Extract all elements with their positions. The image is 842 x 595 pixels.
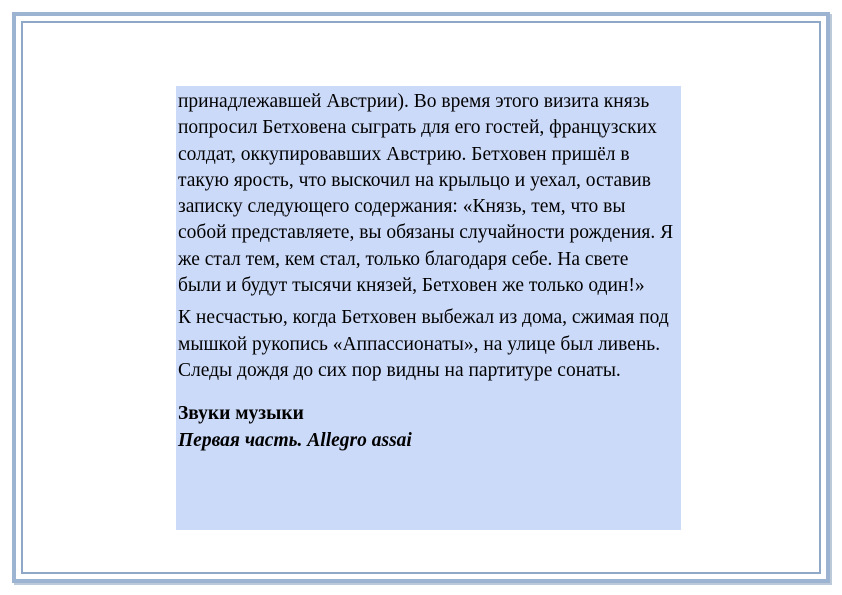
body-paragraph-1: принадлежавшей Австрии). Во время этого визита князь попросил Бетховена сыграть для его гостей, французских солдат, оккупировавших Австрию. Бетховен пришёл в такую ярость, что выскочил на крыльцо и уехал, оставив записку следующего содержания: «Князь, тем, что вы собой представляете, вы обязаны случайности рождения. Я же стал тем, кем стал, только благодаря себе. На свете были и будут тысячи князей, Бетховен же только один!»: [178, 91, 674, 297]
text-block: [176, 86, 681, 530]
section-heading: Звуки музыки: [178, 403, 304, 425]
body-paragraph-2: К несчастью, когда Бетховен выбежал из дома, сжимая под мышкой рукопись «Аппассионаты», на улице был ливень. Следы дождя до сих пор видны на партитуре сонаты.: [178, 307, 669, 381]
section-subheading: Первая часть. Allegro assai: [178, 429, 412, 451]
